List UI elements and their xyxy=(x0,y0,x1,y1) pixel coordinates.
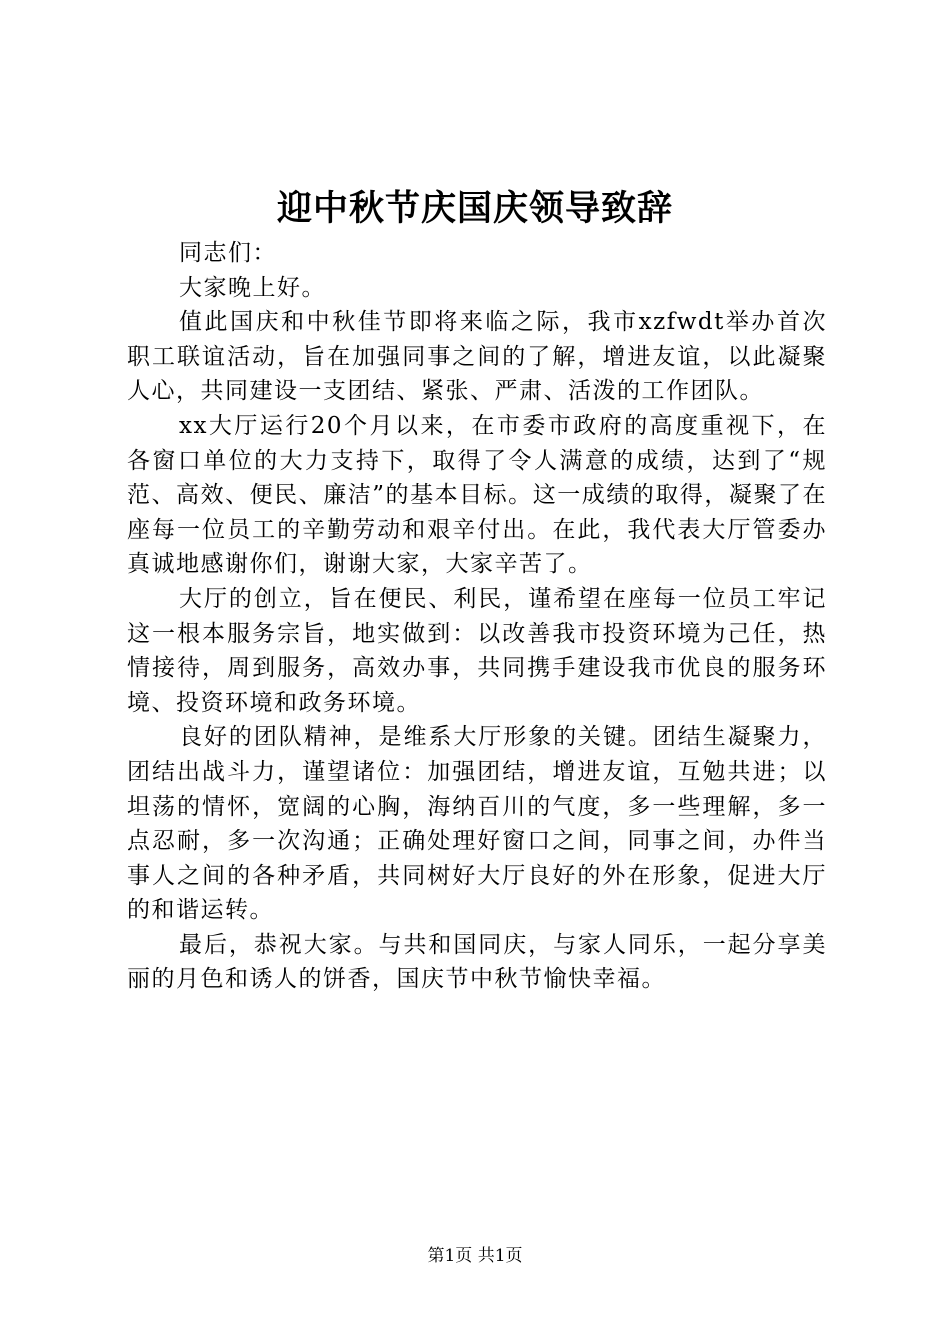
greeting: 大家晚上好。 xyxy=(179,274,326,301)
closing-paragraph: 最后，恭祝大家。与共和国同庆，与家人同乐，一起分享美丽的月色和诱人的饼香，国庆节中秋节愉快幸福。 xyxy=(127,931,827,993)
body-paragraph: xx大厅运行20个月以来，在市委市政府的高度重视下，在各窗口单位的大力支持下，取得了令人满意的成绩，达到了“规范、高效、便民、廉洁”的基本目标。这一成绩的取得，凝聚了在座每一位员工的辛勤劳动和艰辛付出。在此，我代表大厅管委办真诚地感谢你们，谢谢大家，大家辛苦了。 xyxy=(127,412,827,578)
body-paragraph: 值此国庆和中秋佳节即将来临之际，我市xzfwdt举办首次职工联谊活动，旨在加强同事之间的了解，增进友谊，以此凝聚人心，共同建设一支团结、紧张、严肃、活泼的工作团队。 xyxy=(127,309,827,405)
page-number-footer: 第1页 共1页 xyxy=(427,1246,523,1266)
body-paragraph: 大厅的创立，旨在便民、利民，谨希望在座每一位员工牢记这一根本服务宗旨，地实做到：以改善我市投资环境为己任，热情接待，周到服务，高效办事，共同携手建设我市优良的服务环境、投资环境和政务环境。 xyxy=(127,585,827,716)
salutation: 同志们： xyxy=(179,240,277,266)
body-paragraph: 良好的团队精神，是维系大厅形象的关键。团结生凝聚力，团结出战斗力，谨望诸位：加强团结，增进友谊，互勉共进；以坦荡的情怀，宽阔的心胸，海纳百川的气度，多一些理解，多一点忍耐，多一次沟通；正确处理好窗口之间，同事之间，办件当事人之间的各种矛盾，共同树好大厅良好的外在形象，促进大厅的和谐运转。 xyxy=(127,724,827,924)
document-body xyxy=(127,236,827,997)
document-title: 迎中秋节庆国庆领导致辞 xyxy=(276,188,673,229)
